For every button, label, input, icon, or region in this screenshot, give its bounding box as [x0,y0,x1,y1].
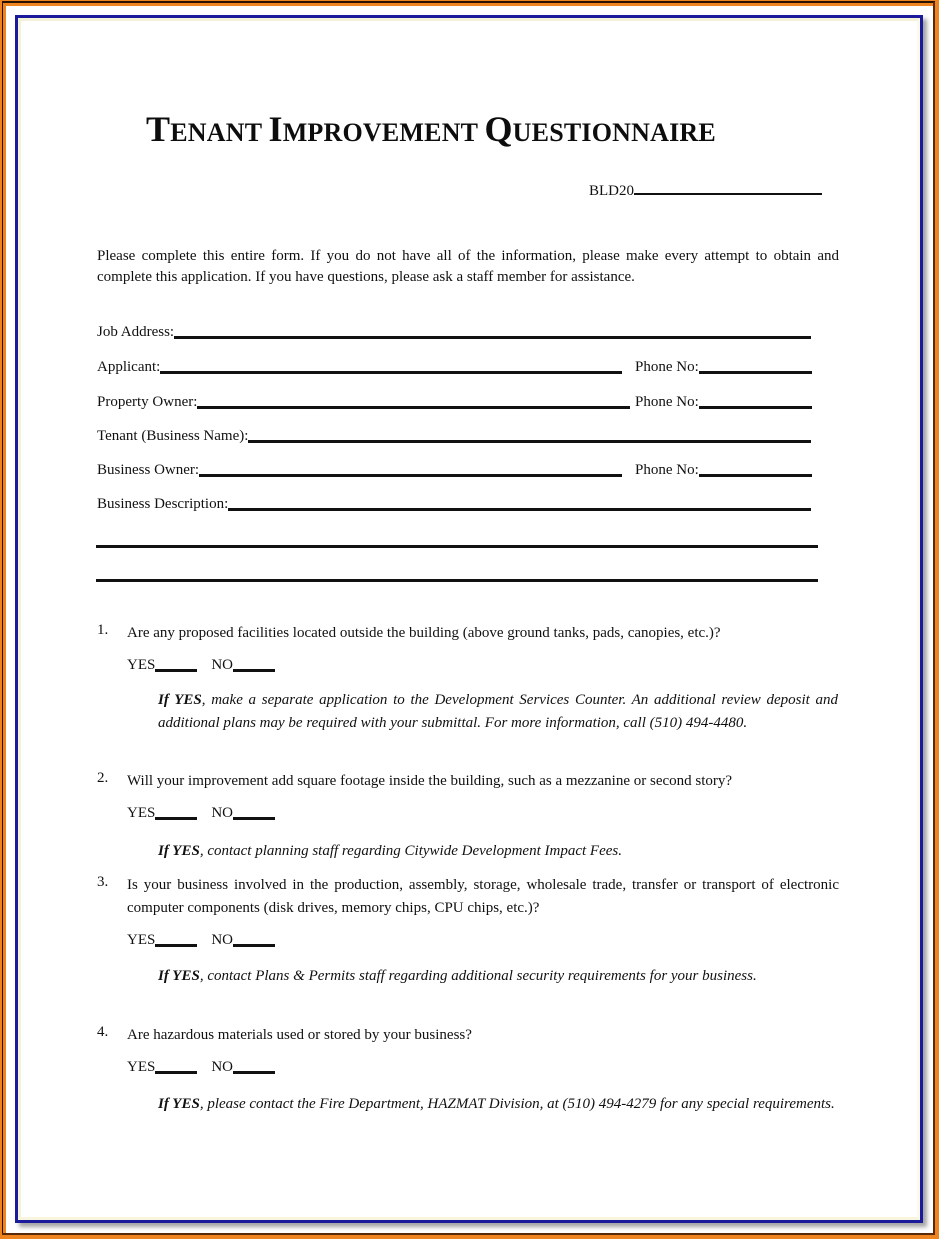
question-2-note-lead: If YES [158,843,200,859]
question-4-yes-blank[interactable] [155,1060,197,1074]
question-4-note [158,1093,838,1116]
question-3-no-blank[interactable] [233,933,275,947]
question-4-note-lead: If YES [158,1096,200,1112]
applicant-phone-field[interactable] [635,359,812,376]
question-1-note-text: , make a separate application to the Development Services Counter. An additional review deposit and additional plans may be required with your submittal. For more information, call (510) 494-4480. [158,692,838,731]
property-owner-field[interactable] [97,394,630,411]
property-owner-label: Property Owner: [97,394,198,410]
applicant-phone-label: Phone No: [635,359,699,375]
question-1-no-label: NO [211,657,234,673]
question-4-yes-label: YES [127,1059,156,1075]
question-1-note [158,689,838,735]
title-word-tenant: ENANT [170,118,269,147]
question-3-yes-label: YES [127,932,156,948]
frame-shadow-right [933,2,935,1235]
bld-number-field[interactable] [589,180,822,200]
bld-label: BLD20 [589,183,634,199]
business-description-line-2[interactable] [96,545,818,548]
question-1-yes-label: YES [127,657,156,673]
question-3-note-text: , contact Plans & Permits staff regarding additional security requirements for your business. [199,968,757,984]
question-4-text: Are hazardous materials used or stored by your business? [127,1027,472,1043]
business-owner-phone-field[interactable] [635,462,812,479]
question-3-note-lead: If YES [158,968,200,984]
property-owner-phone-field[interactable] [635,394,812,411]
question-2-no-blank[interactable] [233,806,275,820]
question-1-text: Are any proposed facilities located outside the building (above ground tanks, pads, canopies, etc.)? [127,625,721,641]
business-description-label: Business Description: [97,496,229,512]
business-owner-field[interactable] [97,462,622,479]
business-description-blank[interactable] [228,496,811,511]
property-owner-phone-blank[interactable] [699,394,812,409]
question-3-number: 3. [97,874,109,890]
title-initial-t: T [146,109,171,149]
question-1-number: 1. [97,622,109,638]
title-word-questionnaire: UESTIONNAIRE [512,118,716,147]
question-4-no-label: NO [211,1059,234,1075]
applicant-field[interactable] [97,359,622,376]
question-3-text: Is your business involved in the production, assembly, storage, wholesale trade, transfer or transport of electronic computer components (disk drives, memory chips, CPU chips, etc.)? [127,877,839,916]
question-3-yes-no [127,932,275,949]
applicant-label: Applicant: [97,359,161,375]
applicant-phone-blank[interactable] [699,359,812,374]
question-1-yes-no [127,657,275,674]
question-4-no-blank[interactable] [233,1060,275,1074]
business-owner-blank[interactable] [199,462,622,477]
question-4-note-text: , please contact the Fire Department, HAZMAT Division, at (510) 494-4279 for any special requirements. [199,1096,835,1112]
business-owner-phone-blank[interactable] [699,462,812,477]
tenant-business-name-field[interactable] [97,428,811,445]
question-2-note [158,840,838,863]
question-2-no-label: NO [211,805,234,821]
question-2-yes-label: YES [127,805,156,821]
job-address-field[interactable] [97,324,811,341]
question-1-yes-blank[interactable] [155,658,197,672]
question-2-note-text: , contact planning staff regarding Citywide Development Impact Fees. [199,843,622,859]
job-address-blank[interactable] [174,324,811,339]
question-4-yes-no [127,1059,275,1076]
instructions-paragraph: Please complete this entire form. If you do not have all of the information, please make every attempt to obtain and complete this application. If you have questions, please ask a staff member for assistance. [97,248,839,285]
business-owner-phone-label: Phone No: [635,462,699,478]
property-owner-blank[interactable] [197,394,630,409]
business-description-field[interactable] [97,496,811,513]
title-initial-i: I [268,109,283,149]
question-1-note-lead: If YES [158,692,202,708]
question-2-text: Will your improvement add square footage inside the building, such as a mezzanine or second story? [127,773,733,789]
page-title [146,108,716,150]
question-2-yes-blank[interactable] [155,806,197,820]
frame-shadow-bottom [2,1233,935,1235]
question-2-yes-no [127,805,275,822]
question-4-number: 4. [97,1024,109,1040]
tenant-blank[interactable] [248,428,811,443]
business-owner-label: Business Owner: [97,462,200,478]
question-2-number: 2. [97,770,109,786]
business-description-line-3[interactable] [96,579,818,582]
property-owner-phone-label: Phone No: [635,394,699,410]
question-1-no-blank[interactable] [233,658,275,672]
bld-number-blank[interactable] [634,180,822,195]
title-initial-q: Q [484,109,513,149]
applicant-blank[interactable] [160,359,622,374]
question-3-yes-blank[interactable] [155,933,197,947]
tenant-label: Tenant (Business Name): [97,428,249,444]
question-3-no-label: NO [211,932,234,948]
title-word-improvement: MPROVEMENT [282,118,485,147]
job-address-label: Job Address: [97,324,175,340]
question-3-note [158,965,838,988]
